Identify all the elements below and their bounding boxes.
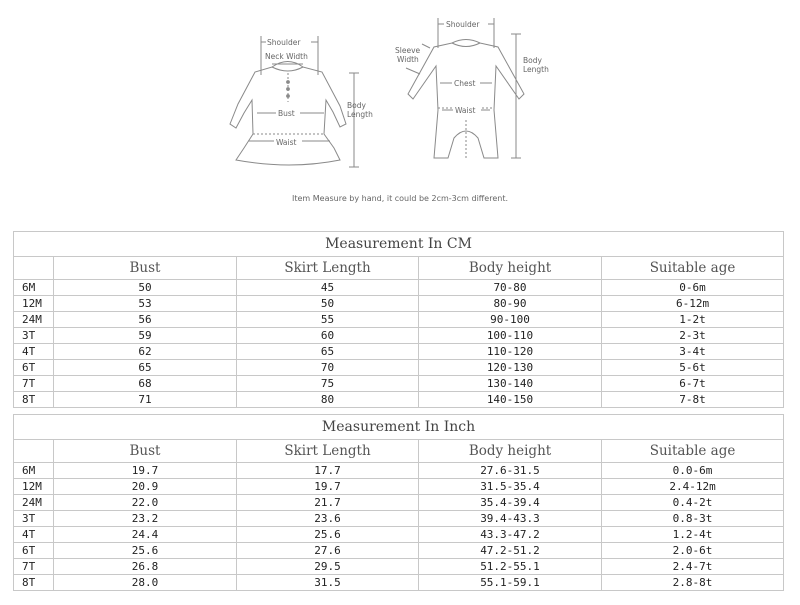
romper-body-length-label-2: Length [523,65,549,74]
skirt-length-cell: 29.5 [237,559,419,575]
table-row [14,495,784,511]
size-cell: 6T [14,543,54,559]
skirt-length-cell: 80 [237,392,419,408]
header-skirt-length: Skirt Length [237,257,419,280]
suitable-age-cell: 5-6t [602,360,784,376]
romper-shoulder-label: Shoulder [446,20,480,29]
body-height-cell: 110-120 [419,344,602,360]
dress-shoulder-label: Shoulder [267,38,301,47]
bust-cell: 59 [54,328,237,344]
table-row [14,559,784,575]
skirt-length-cell: 60 [237,328,419,344]
bust-cell: 20.9 [54,479,237,495]
bust-cell: 62 [54,344,237,360]
body-height-cell: 120-130 [419,360,602,376]
body-height-cell: 31.5-35.4 [419,479,602,495]
table-row [14,280,784,296]
bust-cell: 26.8 [54,559,237,575]
table-row [14,511,784,527]
table-row [14,392,784,408]
bust-cell: 50 [54,280,237,296]
table-row [14,575,784,591]
table-title-cm: Measurement In CM [14,232,784,257]
skirt-length-cell: 23.6 [237,511,419,527]
bust-cell: 23.2 [54,511,237,527]
suitable-age-cell: 0-6m [602,280,784,296]
size-table-cm [13,231,784,408]
skirt-length-cell: 65 [237,344,419,360]
dress-labels [265,37,373,147]
bust-cell: 53 [54,296,237,312]
suitable-age-cell: 1.2-4t [602,527,784,543]
table-row [14,328,784,344]
header-bust: Bust [54,257,237,280]
table-row [14,543,784,559]
size-cell: 24M [14,495,54,511]
size-table-inch [13,414,784,591]
size-cell: 4T [14,527,54,543]
table-header-row [14,440,784,463]
suitable-age-cell: 0.0-6m [602,463,784,479]
romper-chest-label: Chest [454,79,476,88]
suitable-age-cell: 2-3t [602,328,784,344]
romper-waist-label: Waist [455,106,476,115]
header-body-height: Body height [419,440,602,463]
suitable-age-cell: 0.8-3t [602,511,784,527]
suitable-age-cell: 2.4-7t [602,559,784,575]
dress-body-length-label-2: Length [347,110,373,119]
suitable-age-cell: 2.4-12m [602,479,784,495]
bust-cell: 28.0 [54,575,237,591]
bust-cell: 25.6 [54,543,237,559]
skirt-length-cell: 31.5 [237,575,419,591]
table-row [14,344,784,360]
header-suitable-age: Suitable age [602,257,784,280]
size-cell: 4T [14,344,54,360]
skirt-length-cell: 27.6 [237,543,419,559]
size-cell: 8T [14,575,54,591]
body-height-cell: 55.1-59.1 [419,575,602,591]
table-title-inch: Measurement In Inch [14,415,784,440]
body-height-cell: 130-140 [419,376,602,392]
skirt-length-cell: 75 [237,376,419,392]
body-height-cell: 90-100 [419,312,602,328]
dress-waist-label: Waist [276,138,297,147]
suitable-age-cell: 2.0-6t [602,543,784,559]
suitable-age-cell: 0.4-2t [602,495,784,511]
skirt-length-cell: 50 [237,296,419,312]
header-bust: Bust [54,440,237,463]
size-cell: 6M [14,280,54,296]
bust-cell: 22.0 [54,495,237,511]
romper-sleeve-label-2: Width [397,55,419,64]
table-row [14,479,784,495]
size-cell: 12M [14,296,54,312]
table-row [14,463,784,479]
dress-body-length-label-1: Body [347,101,366,110]
skirt-length-cell: 70 [237,360,419,376]
measurement-note: Item Measure by hand, it could be 2cm-3cm different. [291,194,509,203]
skirt-length-cell: 17.7 [237,463,419,479]
size-cell: 7T [14,376,54,392]
body-height-cell: 140-150 [419,392,602,408]
header-body-height: Body height [419,257,602,280]
bust-cell: 68 [54,376,237,392]
body-height-cell: 35.4-39.4 [419,495,602,511]
header-size [14,257,54,280]
romper-body-length-label-1: Body [523,56,542,65]
size-cell: 24M [14,312,54,328]
suitable-age-cell: 3-4t [602,344,784,360]
table-row [14,360,784,376]
bust-cell: 19.7 [54,463,237,479]
body-height-cell: 27.6-31.5 [419,463,602,479]
skirt-length-cell: 55 [237,312,419,328]
body-height-cell: 100-110 [419,328,602,344]
suitable-age-cell: 1-2t [602,312,784,328]
size-cell: 7T [14,559,54,575]
body-height-cell: 39.4-43.3 [419,511,602,527]
size-cell: 6M [14,463,54,479]
header-suitable-age: Suitable age [602,440,784,463]
size-cell: 8T [14,392,54,408]
bust-cell: 71 [54,392,237,408]
table-header-row [14,257,784,280]
table-row [14,527,784,543]
size-cell: 6T [14,360,54,376]
suitable-age-cell: 7-8t [602,392,784,408]
bust-cell: 65 [54,360,237,376]
measurement-illustration [0,0,800,220]
dress-bust-label: Bust [278,109,295,118]
suitable-age-cell: 2.8-8t [602,575,784,591]
skirt-length-cell: 21.7 [237,495,419,511]
suitable-age-cell: 6-12m [602,296,784,312]
body-height-cell: 51.2-55.1 [419,559,602,575]
size-cell: 3T [14,511,54,527]
table-row [14,296,784,312]
header-skirt-length: Skirt Length [237,440,419,463]
bust-cell: 56 [54,312,237,328]
body-height-cell: 70-80 [419,280,602,296]
suitable-age-cell: 6-7t [602,376,784,392]
bust-cell: 24.4 [54,527,237,543]
skirt-length-cell: 19.7 [237,479,419,495]
garment-diagram [0,0,800,220]
romper-labels [395,19,549,115]
body-height-cell: 80-90 [419,296,602,312]
table-row [14,312,784,328]
body-height-cell: 47.2-51.2 [419,543,602,559]
header-size [14,440,54,463]
size-cell: 3T [14,328,54,344]
skirt-length-cell: 45 [237,280,419,296]
romper-sleeve-label-1: Sleeve [395,46,421,55]
skirt-length-cell: 25.6 [237,527,419,543]
body-height-cell: 43.3-47.2 [419,527,602,543]
dress-neck-width-label: Neck Width [265,52,308,61]
size-cell: 12M [14,479,54,495]
table-row [14,376,784,392]
